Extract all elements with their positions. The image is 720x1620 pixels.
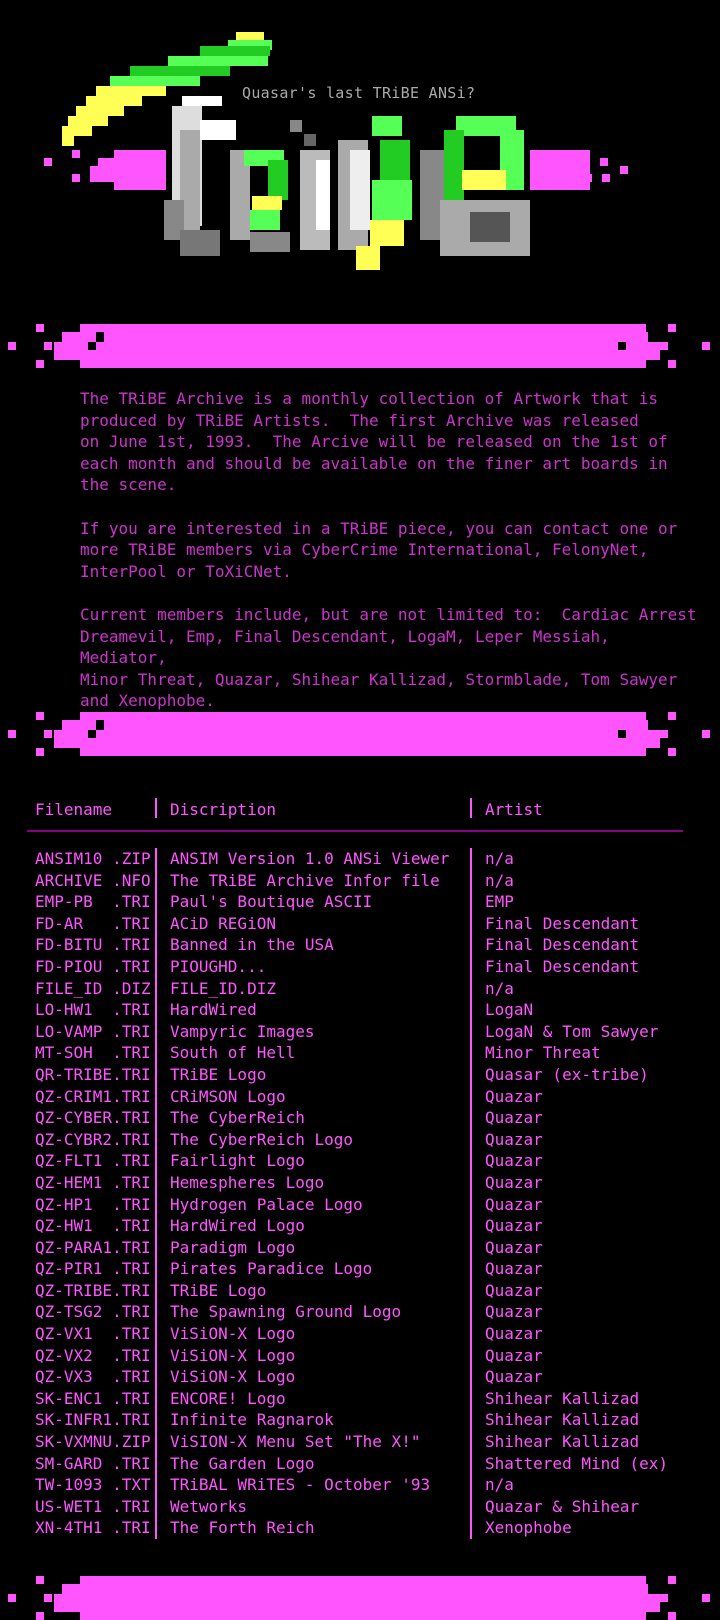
description-cell: Banned in the USA — [170, 935, 334, 955]
description-cell: ViSiON-X Logo — [170, 1367, 296, 1387]
table-row — [27, 1280, 683, 1302]
table-row — [27, 1021, 683, 1043]
description-cell: PIOUGHD... — [170, 956, 267, 976]
table-row — [27, 1301, 683, 1323]
table-row — [27, 1107, 683, 1129]
table-row — [27, 934, 683, 956]
table-row — [27, 1237, 683, 1259]
artist-cell: Quazar & Shihear — [485, 1496, 640, 1516]
tribe-logo — [0, 0, 720, 300]
filename-cell: QZ-FLT1 .TRI — [35, 1151, 151, 1171]
filename-cell: QZ-CRIM1.TRI — [35, 1086, 151, 1106]
table-row — [27, 1517, 683, 1539]
logo-subtitle: Quasar's last TRiBE ANSi? — [242, 84, 476, 102]
description-cell: Infinite Ragnarok — [170, 1410, 334, 1430]
description-cell: ViSiON-X Logo — [170, 1345, 296, 1365]
description-cell: The TRiBE Archive Infor file — [170, 870, 440, 890]
filename-cell: US-WET1 .TRI — [35, 1496, 151, 1516]
table-row — [27, 1150, 683, 1172]
description-cell: HardWired Logo — [170, 1216, 305, 1236]
artist-cell: n/a — [485, 978, 514, 998]
description-cell: CRiMSON Logo — [170, 1086, 286, 1106]
header-separator — [470, 798, 472, 818]
table-row — [27, 1431, 683, 1453]
banner-divider-middle — [0, 712, 720, 756]
table-row — [27, 1042, 683, 1064]
table-row — [27, 1172, 683, 1194]
filename-cell: QZ-PARA1.TRI — [35, 1237, 151, 1257]
artist-cell: Quazar — [485, 1108, 543, 1128]
filename-cell: ARCHIVE .NFO — [35, 870, 151, 890]
artist-cell: Quazar — [485, 1345, 543, 1365]
description-cell: The CyberReich Logo — [170, 1129, 354, 1149]
description-cell: The Spawning Ground Logo — [170, 1302, 402, 1322]
filename-cell: QZ-HP1 .TRI — [35, 1194, 151, 1214]
description-cell: FILE_ID.DIZ — [170, 978, 276, 998]
filename-cell: SK-INFR1.TRI — [35, 1410, 151, 1430]
artist-cell: Quazar — [485, 1367, 543, 1387]
description-cell: The Garden Logo — [170, 1453, 315, 1473]
description-cell: ENCORE! Logo — [170, 1388, 286, 1408]
table-row — [27, 956, 683, 978]
banner-divider-bottom — [0, 1576, 720, 1620]
artist-cell: LogaN — [485, 1000, 534, 1020]
filename-cell: QR-TRIBE.TRI — [35, 1064, 151, 1084]
artist-cell: Shihear Kallizad — [485, 1410, 640, 1430]
filename-cell: SK-ENC1 .TRI — [35, 1388, 151, 1408]
filename-cell: FD-BITU .TRI — [35, 935, 151, 955]
artist-cell: Quazar — [485, 1172, 543, 1192]
table-row — [27, 1496, 683, 1518]
artist-cell: n/a — [485, 1475, 514, 1495]
logo-letter-r — [230, 150, 290, 252]
artist-cell: Quazar — [485, 1151, 543, 1171]
artist-cell: Quazar — [485, 1302, 543, 1322]
table-row — [27, 1129, 683, 1151]
filename-cell: LO-HW1 .TRI — [35, 1000, 151, 1020]
artist-cell: Quazar — [485, 1216, 543, 1236]
description-cell: The Forth Reich — [170, 1518, 315, 1538]
description-cell: TRiBE Logo — [170, 1280, 267, 1300]
logo-side-bars — [44, 150, 628, 190]
artist-cell: n/a — [485, 849, 514, 868]
table-row — [27, 1474, 683, 1496]
filename-cell: QZ-VX2 .TRI — [35, 1345, 151, 1365]
header-filename: Filename — [35, 800, 113, 819]
table-row — [27, 1258, 683, 1280]
description-cell: HardWired — [170, 1000, 257, 1020]
table-header — [27, 794, 683, 832]
table-row — [27, 1388, 683, 1410]
filename-cell: FD-PIOU .TRI — [35, 956, 151, 976]
table-row — [27, 1453, 683, 1475]
description-cell: Vampyric Images — [170, 1021, 315, 1041]
table-body — [27, 848, 683, 1539]
description-cell: ANSIM Version 1.0 ANSi Viewer — [170, 849, 450, 868]
description-cell: Wetworks — [170, 1496, 248, 1516]
intro-paragraph: The TRiBE Archive is a monthly collection of Artwork that is produced by TRiBE Artists. The first Archive was released on June 1st, 1993. The Arcive will be released on the 1st of each month and should be available on the finer art boards in the scene. — [80, 389, 668, 495]
logo-letter-t — [164, 96, 236, 256]
filename-cell: FD-AR .TRI — [35, 913, 151, 933]
table-row — [27, 913, 683, 935]
filename-cell: SM-GARD .TRI — [35, 1453, 151, 1473]
description-cell: TRiBE Logo — [170, 1064, 267, 1084]
filename-cell: QZ-TRIBE.TRI — [35, 1280, 151, 1300]
filename-cell: ANSIM10 .ZIP — [35, 849, 151, 868]
table-row — [27, 1345, 683, 1367]
artist-cell: Minor Threat — [485, 1043, 601, 1063]
table-row — [27, 999, 683, 1021]
filename-cell: QZ-TSG2 .TRI — [35, 1302, 151, 1322]
logo-swoosh — [62, 32, 272, 146]
description-cell: Paradigm Logo — [170, 1237, 296, 1257]
filename-cell: QZ-CYBR2.TRI — [35, 1129, 151, 1149]
artist-cell: Quazar — [485, 1280, 543, 1300]
artist-cell: Quazar — [485, 1324, 543, 1344]
artist-cell: n/a — [485, 870, 514, 890]
table-row — [27, 870, 683, 892]
filename-cell: EMP-PB .TRI — [35, 892, 151, 912]
filename-cell: QZ-VX1 .TRI — [35, 1324, 151, 1344]
file-table — [27, 794, 683, 1539]
header-description: Discription — [170, 800, 276, 819]
artist-cell: Quazar — [485, 1086, 543, 1106]
description-cell: ACiD REGiON — [170, 913, 276, 933]
table-row — [27, 1366, 683, 1388]
description-cell: TRiBAL WRiTES - October '93 — [170, 1475, 431, 1495]
filename-cell: TW-1093 .TXT — [35, 1475, 151, 1495]
filename-cell: QZ-VX3 .TRI — [35, 1367, 151, 1387]
artist-cell: LogaN & Tom Sawyer — [485, 1021, 659, 1041]
header-separator — [155, 798, 157, 818]
filename-cell: QZ-HEM1 .TRI — [35, 1172, 151, 1192]
logo-letter-b — [338, 116, 412, 270]
description-cell: Hemespheres Logo — [170, 1172, 325, 1192]
table-row — [27, 1064, 683, 1086]
intro-text — [80, 388, 700, 734]
artist-cell: Final Descendant — [485, 913, 640, 933]
description-cell: Pirates Paradice Logo — [170, 1259, 373, 1279]
table-row — [27, 978, 683, 1000]
intro-paragraph: Current members include, but are not limited to: Cardiac Arrest Dreamevil, Emp, Final Descendant, LogaM, Leper Messiah, Mediator, Minor Threat, Quazar, Shihear Kallizad, Stormblade, Tom Sawyer and Xenophobe. — [80, 604, 697, 711]
description-cell: The CyberReich — [170, 1108, 305, 1128]
logo-letter-e — [420, 116, 530, 256]
artist-cell: Shihear Kallizad — [485, 1432, 640, 1452]
artist-cell: EMP — [485, 892, 514, 912]
filename-cell: QZ-PIR1 .TRI — [35, 1259, 151, 1279]
table-row — [27, 1215, 683, 1237]
table-row — [27, 891, 683, 913]
artist-cell: Shattered Mind (ex) — [485, 1453, 669, 1473]
artist-cell: Final Descendant — [485, 956, 640, 976]
artist-cell: Shihear Kallizad — [485, 1388, 640, 1408]
intro-paragraph: If you are interested in a TRiBE piece, you can contact one or more TRiBE members via CyberCrime International, FelonyNet, InterPool or ToXiCNet. — [80, 518, 678, 581]
artist-cell: Quazar — [485, 1129, 543, 1149]
filename-cell: QZ-HW1 .TRI — [35, 1216, 151, 1236]
filename-cell: QZ-CYBER.TRI — [35, 1108, 151, 1128]
tribe-logo-art — [0, 0, 720, 300]
filename-cell: XN-4TH1 .TRI — [35, 1518, 151, 1538]
filename-cell: FILE_ID .DIZ — [35, 978, 151, 998]
artist-cell: Quazar — [485, 1259, 543, 1279]
table-row — [27, 1323, 683, 1345]
artist-cell: Quazar — [485, 1237, 543, 1257]
description-cell: ViSiON-X Logo — [170, 1324, 296, 1344]
artist-cell: Final Descendant — [485, 935, 640, 955]
description-cell: Hydrogen Palace Logo — [170, 1194, 363, 1214]
artist-cell: Quasar (ex-tribe) — [485, 1064, 649, 1084]
description-cell: Fairlight Logo — [170, 1151, 305, 1171]
artist-cell: Quazar — [485, 1194, 543, 1214]
description-cell: ViSION-X Menu Set "The X!" — [170, 1432, 421, 1452]
banner-divider-top — [0, 324, 720, 368]
filename-cell: SK-VXMNU.ZIP — [35, 1432, 151, 1452]
table-row — [27, 1409, 683, 1431]
table-row — [27, 848, 683, 870]
artist-cell: Xenophobe — [485, 1518, 572, 1538]
filename-cell: LO-VAMP .TRI — [35, 1021, 151, 1041]
table-row — [27, 1086, 683, 1108]
filename-cell: MT-SOH .TRI — [35, 1043, 151, 1063]
description-cell: South of Hell — [170, 1043, 296, 1063]
description-cell: Paul's Boutique ASCII — [170, 892, 373, 912]
header-artist: Artist — [485, 800, 543, 819]
table-row — [27, 1194, 683, 1216]
logo-letter-i — [290, 120, 330, 250]
